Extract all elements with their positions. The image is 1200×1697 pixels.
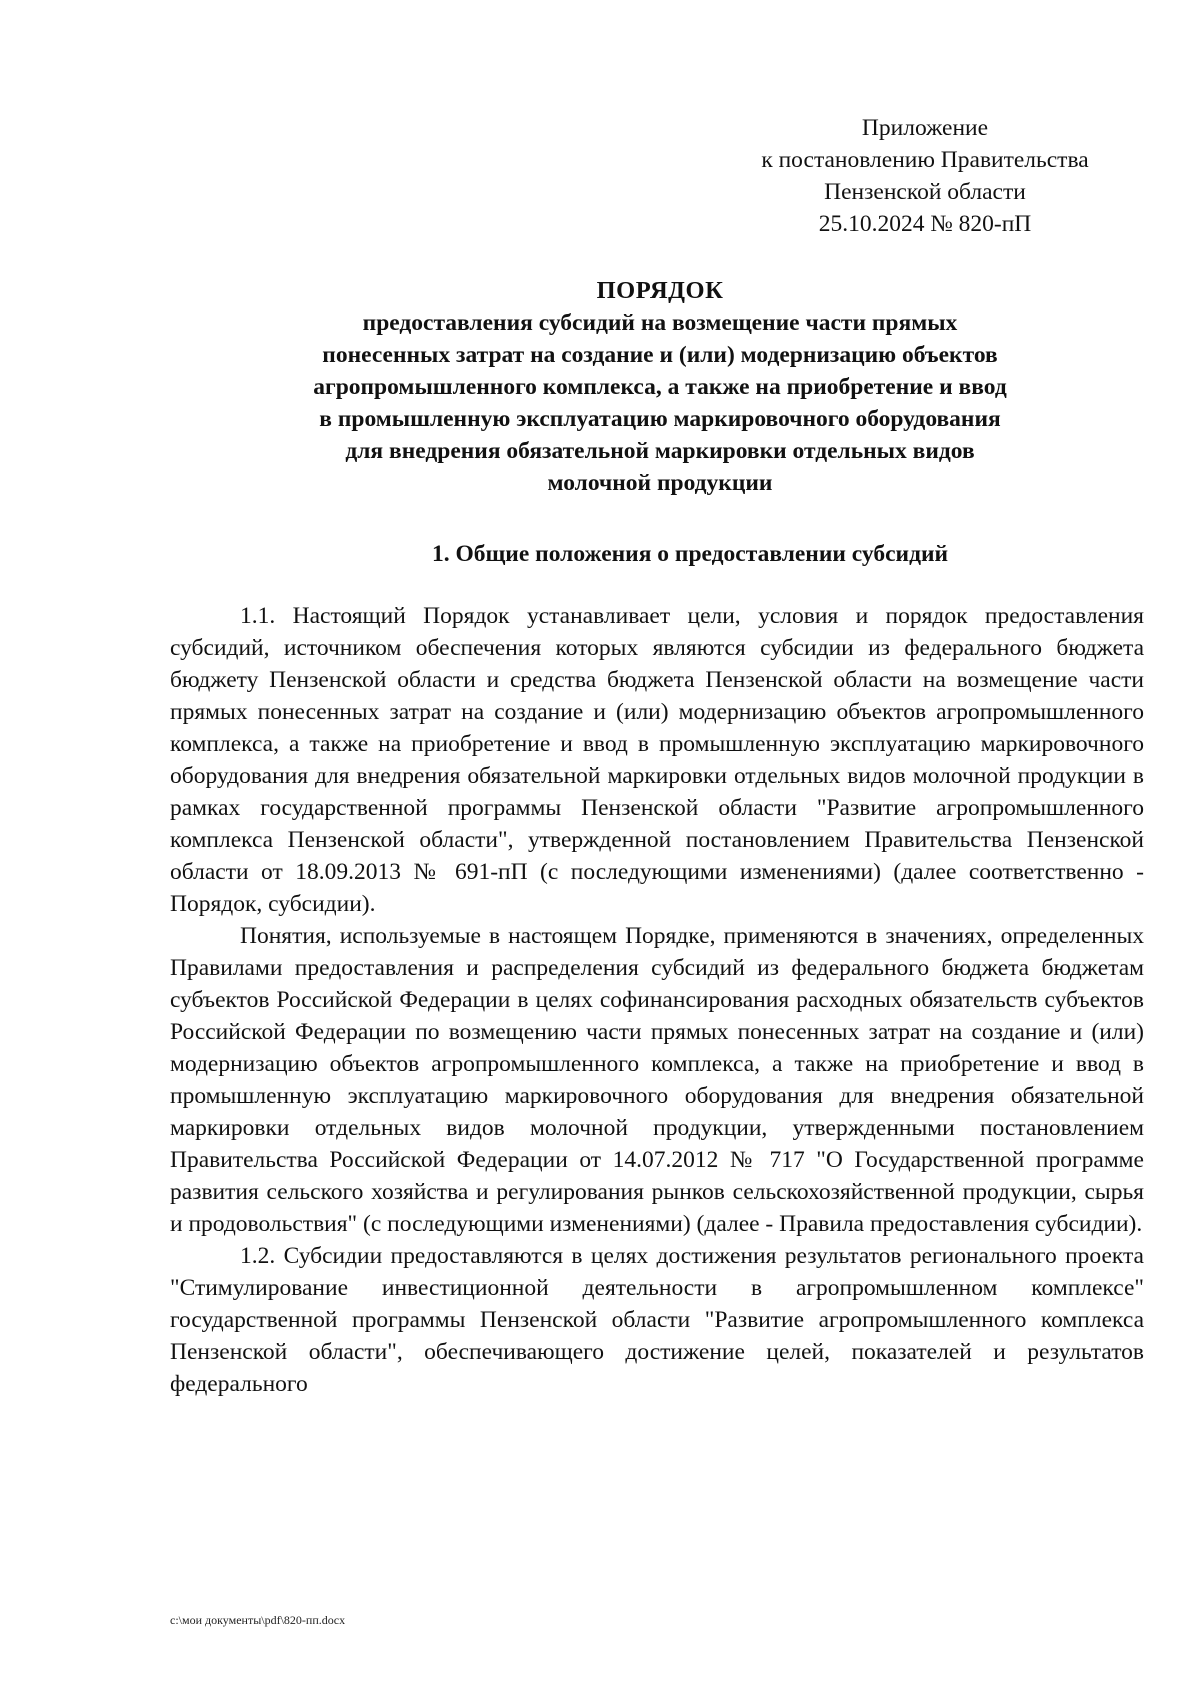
appendix-line-1: Приложение xyxy=(861,115,989,141)
appendix-line-3: Пензенской области xyxy=(824,179,1026,205)
document-title xyxy=(170,275,1150,499)
title-line-4: в промышленную эксплуатацию маркировочного оборудования xyxy=(319,406,1001,432)
paragraph-1-1: 1.1. Настоящий Порядок устанавливает цели, условия и порядок предоставления субсидий, источником обеспечения которых являются субсидии из федерального бюджета бюджету Пензенской области и средства бюджета Пензенской области на возмещение части прямых понесенных затрат на создание и (или) модернизацию объектов агропромышленного комплекса, а также на приобретение и ввод в промышленную эксплуатацию маркировочного оборудования для внедрения обязательной маркировки отдельных видов молочной продукции в рамках государственной программы Пензенской области "Развитие агропромышленного комплекса Пензенской области", утвержденной постановлением Правительства Пензенской области от 18.09.2013 № 691-пП (с последующими изменениями) (далее соответственно - Порядок, субсидии). xyxy=(170,603,1144,917)
paragraph-definitions: Понятия, используемые в настоящем Порядке, применяются в значениях, определенных Правилами предоставления и распределения субсидий из федерального бюджета бюджетам субъектов Российской Федерации в целях софинансирования расходных обязательств субъектов Российской Федерации по возмещению части прямых понесенных затрат на создание и (или) модернизацию объектов агропромышленного комплекса, а также на приобретение и ввод в промышленную эксплуатацию маркировочного оборудования для внедрения обязательной маркировки отдельных видов молочной продукции, утвержденными постановлением Правительства Российской Федерации от 14.07.2012 № 717 "О Государственной программе развития сельского хозяйства и регулирования рынков сельскохозяйственной продукции, сырья и продовольствия" (с последующими изменениями) (далее - Правила предоставления субсидии). xyxy=(170,923,1144,1237)
appendix-line-4: 25.10.2024 № 820-пП xyxy=(818,211,1032,237)
title-line-1: предоставления субсидий на возмещение части прямых xyxy=(362,310,958,336)
appendix-line-2: к постановлению Правительства xyxy=(761,147,1089,173)
section-body xyxy=(170,600,1144,1400)
file-path-footer: c:\мои документы\pdf\820-пп.docx xyxy=(170,1613,346,1627)
title-line-3: агропромышленного комплекса, а также на приобретение и ввод xyxy=(313,374,1007,400)
title-main: ПОРЯДОК xyxy=(596,277,724,304)
title-line-6: молочной продукции xyxy=(547,470,773,496)
appendix-block xyxy=(700,112,1150,240)
title-line-2: понесенных затрат на создание и (или) модернизацию объектов xyxy=(322,342,998,368)
paragraph-1-2: 1.2. Субсидии предоставляются в целях достижения результатов регионального проекта "Стимулирование инвестиционной деятельности в агропромышленном комплексе" государственной программы Пензенской области "Развитие агропромышленного комплекса Пензенской области", обеспечивающего достижение целей, показателей и результатов федерального xyxy=(170,1243,1144,1397)
title-line-5: для внедрения обязательной маркировки отдельных видов xyxy=(345,438,975,464)
section-heading: 1. Общие положения о предоставлении субсидий xyxy=(431,541,949,567)
